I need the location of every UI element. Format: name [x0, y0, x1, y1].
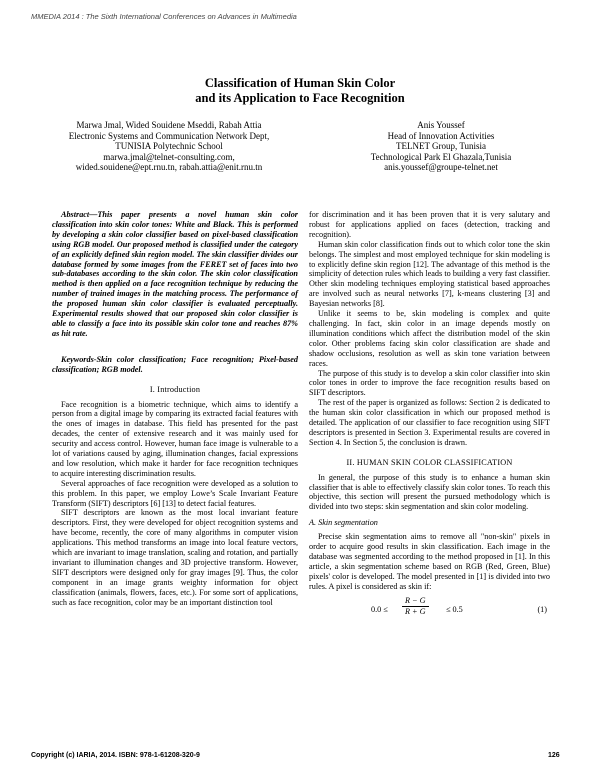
author-email: anis.youssef@groupe-telnet.net	[384, 162, 498, 173]
author-names: Anis Youssef	[417, 120, 465, 130]
paragraph: Precise skin segmentation aims to remove all "non-skin" pixels in order to acquire good results in skin classification. Each image in the database was segmented according to the method proposed in [1]. In this article, a skin segmentation scheme based on RGB (Red, Green, Blue) pixels' color is developed. The model presented in [1] is divided into two rules. A pixel is considered as skin if:	[309, 532, 550, 591]
left-column	[52, 210, 298, 608]
paragraph: Face recognition is a biometric technique, which aims to identify a person from a digital image by comparing its extracted facial features with the ones of images in database. This field has presented for the past decades, the center of extensive research and it was mainly used for security and access control. However, human face image is vulnerable to a lot of variations caused by aging, illumination changes, facial expressions and low resolution, which make it harder for face recognition techniques to acquire interesting discrimination results.	[52, 399, 298, 478]
paper-title	[0, 76, 600, 106]
section-heading: I. Introduction	[149, 384, 201, 394]
abstract-label: Abstract	[61, 210, 90, 219]
equation-numerator: R − G	[402, 596, 429, 607]
page-number: 126	[548, 752, 560, 759]
author-affiliation: Electronic Systems and Communication Network Dept,	[68, 130, 270, 141]
copyright-footer: Copyright (c) IARIA, 2014. ISBN: 978-1-61208-320-9	[31, 752, 200, 759]
equation-denominator: R + G	[405, 606, 426, 616]
equation-1	[309, 596, 550, 624]
keywords: Keywords-Skin color classification; Face recognition; Pixel-based classification; RGB model.	[52, 354, 298, 374]
paragraph: Human skin color classification finds out to which color tone the skin belongs. The simplest and most employed technique for skin modeling is to explicitly define skin region [12]. The advantage of this method is the simplicity of detection rules which leads to building a very fast classifier. Other skin modeling techniques employing statistical based approaches are involved such as neural networks [7], k-means clustering [3] and Bayesian networks [8].	[309, 239, 550, 309]
equation-rhs: ≤ 0.5	[446, 604, 463, 614]
author-address: Technological Park El Ghazala,Tunisia	[370, 151, 512, 162]
authors-right	[312, 120, 570, 173]
abstract	[52, 210, 298, 339]
author-names: Marwa Jmal, Wided Souidene Mseddi, Rabah Attia	[76, 120, 262, 130]
equation-number: (1)	[537, 604, 547, 614]
author-affiliation: Head of Innovation Activities	[387, 130, 495, 141]
running-header: MMEDIA 2014 : The Sixth International Conferences on Advances in Multimedia	[31, 12, 297, 21]
paragraph: The rest of the paper is organized as follows: Section 2 is dedicated to the human skin color classification in which our proposed method is detailed. The application of our classifier to face recognition using SIFT descriptors is presented in Section 3. Experimental results are covered in Section 4. In Section 5, the conclusion is drawn.	[309, 398, 550, 447]
paragraph: In general, the purpose of this study is to enhance a human skin classifier that is able to effectively classify skin color tones. To reach this objective, this section will present the pursued methodology which is divided into two steps: skin segmentation and skin color modeling.	[309, 472, 550, 512]
equation-fraction	[402, 596, 429, 617]
paragraph: Unlike it seems to be, skin modeling is complex and quite challenging. In fact, skin color in an image depends mostly on illumination conditions which affect the distribution model of the skin color. Other problems facing skin color classification are shade and shadow occlusions, resolution as well as skin tone variation between races.	[309, 309, 550, 368]
title-line-1: Classification of Human Skin Color	[204, 76, 396, 90]
right-column	[309, 210, 550, 624]
authors-left	[30, 120, 308, 173]
title-line-2: and its Application to Face Recognition	[195, 91, 405, 105]
paragraph: SIFT descriptors are known as the most local invariant feature descriptors. First, they were developed for object recognition systems and have become, recently, the core of many algorithms in computer vision applications. This method transforms an image into local feature vectors, which are invariant to image translation, scaling and rotation, and partially invariant to illumination changes and 3D projective transform. However, SIFT descriptors were designed only for gray images [9]. Thus, the color component in an image grants weighty information for object classification (animals, flowers, faces, etc.). For some sort of applications, such as face recognition, color may be an important distinction tool	[52, 508, 298, 607]
subsection-heading: A. Skin segmentation	[309, 518, 378, 528]
abstract-text: —This paper presents a novel human skin color classification into skin color tones: White and Black. This is performed by developing a skin color classifier based on pixel-based classification using RGB model. Our proposed method is classified under the category of an explicitly defined skin region model. The skin classifier divides our database formed by some images from the FERET set of faces into two sub-databases according to the skin color. The skin color classification method is then applied on a face recognition technique by reducing the number of trained images in the matching process. The performance of the proposed human skin color classifier is evaluated perceptually. Experimental results showed that our proposed skin color classifier is able to classify a face into its possible skin color tone and reaches 87% as hit rate.	[52, 210, 298, 338]
author-institution: TELNET Group, Tunisia	[395, 141, 487, 152]
paragraph: Several approaches of face recognition were developed as a solution to this problem. In this paper, we employ Lowe’s Scale Invariant Feature Transform (SIFT) descriptors [6] [13] to detect facial features.	[52, 478, 298, 508]
paragraph: The purpose of this study is to develop a skin color classifier into skin color tones in order to improve the face recognition results based on SIFT descriptors.	[309, 368, 550, 398]
equation-lhs: 0.0 ≤	[371, 604, 388, 614]
author-email: wided.souidene@ept.rnu.tn, rabah.attia@enit.rnu.tn	[75, 162, 263, 173]
author-institution: TUNISIA Polytechnic School	[115, 141, 223, 152]
author-email: marwa.jmal@telnet-consulting.com,	[103, 151, 235, 162]
paragraph: for discrimination and it has been proven that it is very salutary and robust for applications applied on faces (detection, tracking and recognition).	[309, 210, 550, 239]
section-heading: II. HUMAN SKIN COLOR CLASSIFICATION	[346, 457, 513, 467]
